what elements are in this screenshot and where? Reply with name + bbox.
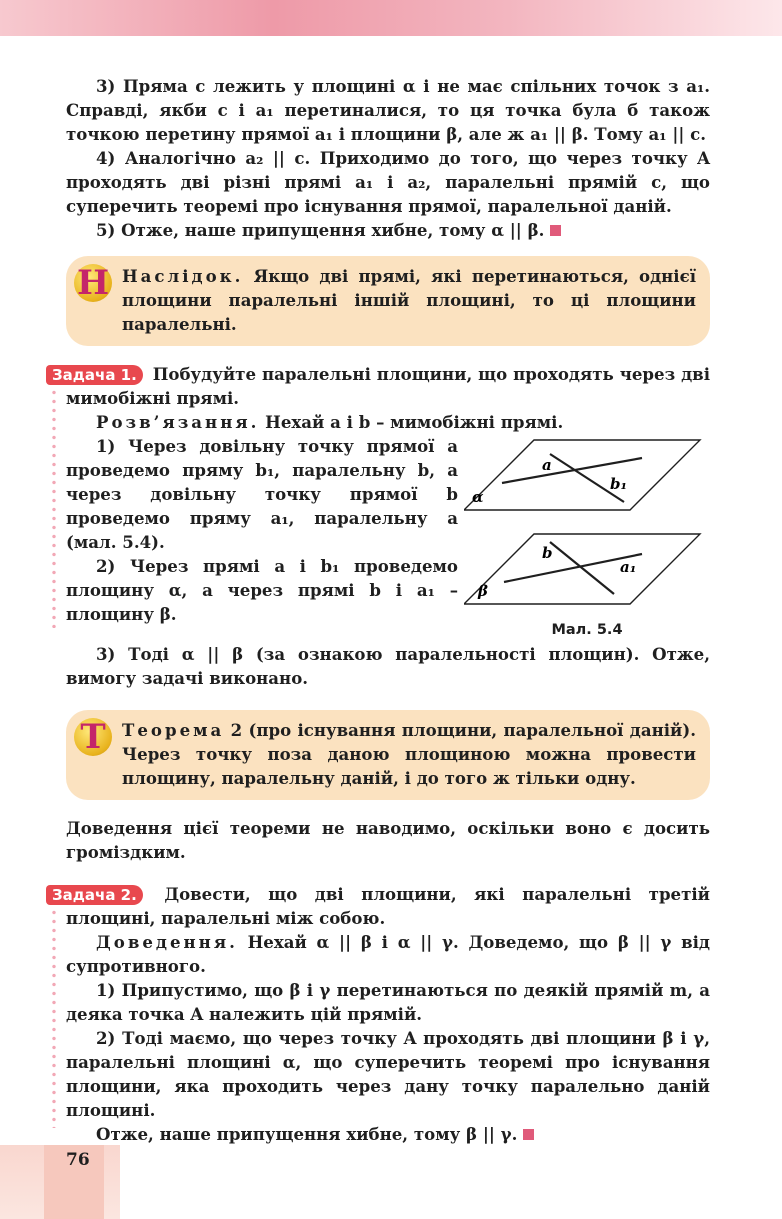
end-of-proof-square-icon	[523, 1129, 534, 1140]
label-a1: a₁	[620, 558, 637, 576]
task1-block	[52, 362, 710, 690]
end-of-proof-square-icon	[550, 225, 561, 236]
paragraph-step3: 3) Пряма c лежить у площині α і не має спільних точок з a₁. Справді, якби c і a₁ перетиналися, то ця точка була б також точкою перетину прямої a₁ і площини β, але ж a₁ || β. Тому a₁ || c.	[66, 76, 710, 144]
theorem-heading: Теорема	[122, 720, 225, 740]
page-content	[52, 74, 710, 1146]
task2-statement-line	[52, 882, 710, 930]
paragraph-step5-text: 5) Отже, наше припущення хибне, тому α || β.	[96, 220, 545, 240]
task2-conclusion: Отже, наше припущення хибне, тому β || γ.	[96, 1124, 518, 1144]
label-b1: b₁	[610, 475, 628, 493]
theorem-box	[66, 710, 710, 800]
task1-solution-line	[66, 410, 710, 434]
task1-solution-intro: Нехай a і b – мимобіжні прямі.	[265, 412, 564, 432]
theorem-note: Доведення цієї теореми не наводимо, оскільки воно є досить громіздким.	[66, 818, 710, 862]
top-decorative-band	[0, 0, 782, 36]
task2-proof-line	[66, 930, 710, 978]
figure-5-4	[464, 434, 710, 642]
task1-step1: 1) Через довільну точку прямої a проведемо пряму b₁, паралельну b, а через довільну точку прямої b проведемо пряму a₁, паралельну a (мал. 5.4).	[66, 436, 458, 552]
theorem-text-line	[122, 718, 696, 790]
task2-proof-heading: Доведення.	[96, 932, 238, 952]
task1-statement: Побудуйте паралельні площини, що проходять через дві мимобіжні прямі.	[66, 364, 710, 408]
task1-label: Задача 1.	[46, 365, 143, 385]
corollary-text: Якщо дві прямі, які перетинаються, однієї площини паралельні іншій площині, то ці площини паралельні.	[122, 266, 697, 334]
label-beta: β	[478, 582, 488, 600]
paragraph-step4: 4) Аналогічно a₂ || c. Приходимо до того, що через точку A проходять дві різні прямі a₁ і a₂, паралельні прямій c, що суперечить теоремі про існування прямої, паралельної даній.	[66, 148, 710, 216]
theorem-number-title: 2 (про існування площини, паралельної даній).	[230, 720, 696, 740]
label-b: b	[542, 544, 553, 562]
figure-5-4-drawing	[464, 434, 704, 614]
corollary-heading: Наслідок.	[122, 266, 244, 286]
task1-dotted-margin	[52, 388, 56, 628]
paragraph-step5	[66, 218, 710, 242]
figure-caption: Мал. 5.4	[551, 622, 623, 638]
label-a: a	[542, 456, 552, 474]
task1-step3: 3) Тоді α || β (за ознакою паралельності площин). Отже, вимогу задачі виконано.	[66, 644, 710, 688]
task2-step2: 2) Тоді маємо, що через точку A проходять дві площини β і γ, паралельні площині α, що суперечить теоремі про існування площини, яка проходить через дану точку паралельно даній площині.	[66, 1028, 710, 1120]
corollary-text-line	[122, 264, 696, 336]
theorem-badge-icon: Т	[74, 718, 112, 756]
task2-step1: 1) Припустимо, що β і γ перетинаються по деякій прямій m, а деяка точка A належить цій прямій.	[66, 980, 710, 1024]
task1-statement-line	[52, 362, 710, 410]
task2-label: Задача 2.	[46, 885, 143, 905]
line-b-shape	[550, 542, 614, 594]
corollary-badge-icon: Н	[74, 264, 112, 302]
task2-block	[52, 882, 710, 1146]
task2-conclusion-line	[66, 1122, 710, 1146]
page-number: 76	[66, 1150, 90, 1170]
task2-proof-intro: Нехай α || β і α || γ. Доведемо, що β || γ від супротивного.	[66, 932, 710, 976]
theorem-text: Через точку поза даною площиною можна провести площину, паралельну даній, і до того ж тільки одну.	[122, 744, 696, 788]
task2-dotted-margin	[52, 908, 56, 1128]
corollary-box	[66, 256, 710, 346]
task1-step2: 2) Через прямі a і b₁ проведемо площину α, а через прямі b і a₁ – площину β.	[66, 556, 458, 624]
task1-solution-heading: Розв’язання.	[96, 412, 260, 432]
task2-statement: Довести, що дві площини, які паралельні третій площині, паралельні між собою.	[66, 884, 710, 928]
task1-steps	[66, 434, 458, 642]
task1-figure-row	[66, 434, 710, 642]
label-alpha: α	[472, 488, 484, 506]
